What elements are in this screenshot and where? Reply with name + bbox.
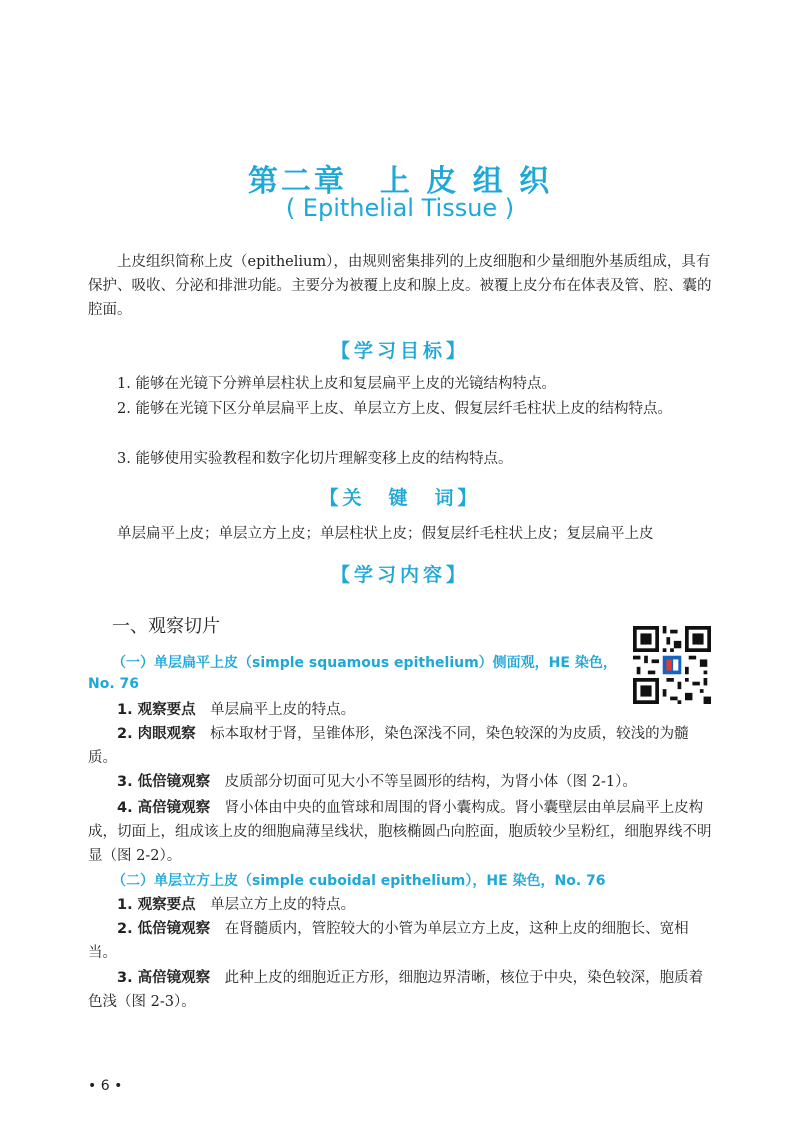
- qr-code-icon: [633, 626, 711, 704]
- objective-item: 1. 能够在光镜下分辨单层柱状上皮和复层扁平上皮的光镜结构特点。: [117, 376, 556, 392]
- observation-item: 1. 观察要点 单层扁平上皮的特点。: [117, 702, 356, 718]
- chapter-title: 第二章 上 皮 组 织: [247, 164, 553, 199]
- page-number: • 6 •: [88, 1078, 123, 1094]
- subsection-title: （二）单层立方上皮（simple cuboidal epithelium），HE 染色，No. 76: [112, 873, 606, 889]
- observation-item: 2. 肉眼观察 标本取材于肾，呈锥体形，染色深浅不同，染色较深的为皮质，较浅的为髓质。: [88, 726, 689, 766]
- chapter-subtitle: ( Epithelial Tissue ): [285, 194, 515, 222]
- observation-item: 1. 观察要点 单层立方上皮的特点。: [117, 897, 356, 913]
- observation-item: 3. 低倍镜观察 皮质部分切面可见大小不等呈圆形的结构，为肾小体（图 2-1）。: [117, 774, 637, 790]
- subsection-title: （一）单层扁平上皮（simple squamous epithelium）侧面观，HE 染色，: [112, 655, 617, 671]
- keywords-heading: 【关 键 词】: [319, 487, 481, 509]
- observation-item: 2. 低倍镜观察 在肾髓质内，管腔较大的小管为单层立方上皮，这种上皮的细胞长、宽相当。: [88, 921, 689, 961]
- intro-paragraph: 上皮组织简称上皮（epithelium），由规则密集排列的上皮细胞和少量细胞外基质组成，具有保护、吸收、分泌和排泄功能。主要分为被覆上皮和腺上皮。被覆上皮分布在体表及管、腔、囊的腔面。: [88, 254, 712, 318]
- objective-item: 2. 能够在光镜下区分单层扁平上皮、单层立方上皮、假复层纤毛柱状上皮的结构特点。: [117, 401, 672, 417]
- objectives-heading: 【学习目标】: [330, 340, 469, 362]
- section-heading: 一、观察切片: [112, 616, 220, 637]
- observation-item: 4. 高倍镜观察 肾小体由中央的血管球和周围的肾小囊构成。肾小囊壁层由单层扁平上皮构成，切面上，组成该上皮的细胞扁薄呈线状，胞核椭圆凸向腔面，胞质较少呈粉红，细胞界线不明显（图 2-2）。: [88, 800, 712, 864]
- content-heading: 【学习内容】: [330, 564, 469, 586]
- keywords-text: 单层扁平上皮；单层立方上皮；单层柱状上皮；假复层纤毛柱状上皮；复层扁平上皮: [117, 526, 654, 542]
- observation-item: 3. 高倍镜观察 此种上皮的细胞近正方形，细胞边界清晰，核位于中央，染色较深，胞质着色浅（图 2-3）。: [88, 970, 704, 1010]
- subsection-number: No. 76: [88, 676, 140, 692]
- objective-item: 3. 能够使用实验教程和数字化切片理解变移上皮的结构特点。: [117, 451, 513, 467]
